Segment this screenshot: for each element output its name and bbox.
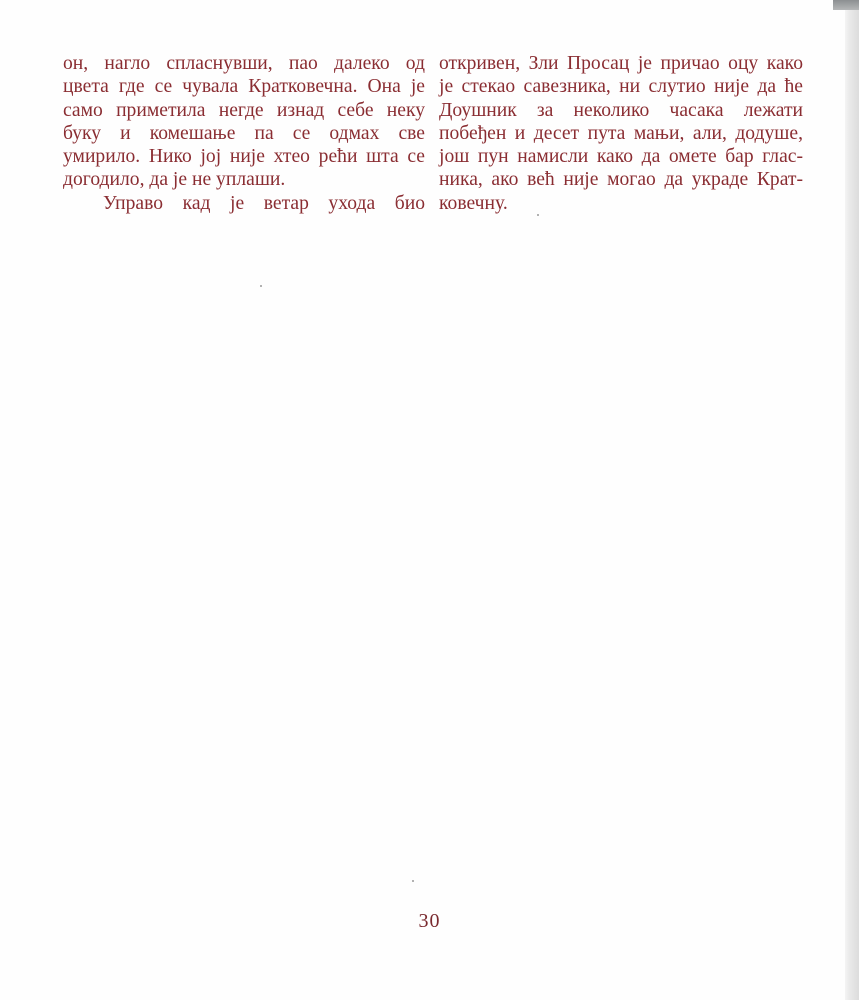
paper-speck [412,880,414,882]
text-line: ковечну. [439,192,508,214]
paragraph-start-line: Управо кад је ветар ухода био [103,192,425,214]
text-line: умирило. Нико јој није хтео рећи шта се [63,146,425,168]
text-line: побеђен и десет пута мањи, али, додуше, [439,122,803,144]
right-text-column [439,52,803,215]
text-line: Доушник за неколико часака лежати [439,99,803,121]
scan-corner-mark [833,0,859,10]
text-line: буку и комешање па се одмах све [63,122,425,144]
page-number: 30 [418,910,441,932]
text-line: још пун намисли како да омете бар глас- [439,146,803,168]
text-line: само приметила негде изнад себе неку [63,99,425,121]
paper-speck [537,214,539,216]
text-line: је стекао савезника, ни слутио није да ће [439,76,803,98]
scan-edge-shadow [845,0,859,1000]
text-line: он, нагло спласнувши, пао далеко од [63,53,425,74]
text-line: догодило, да је не уплаши. [63,169,286,191]
text-line: откривен, Зли Просац је причао оцу како [439,53,803,74]
text-line: цвета где се чувала Кратковечна. Она је [63,76,425,98]
text-line: ника, ако већ није могао да украде Крат- [439,169,803,191]
left-text-column [63,52,425,215]
paper-speck [260,285,262,287]
